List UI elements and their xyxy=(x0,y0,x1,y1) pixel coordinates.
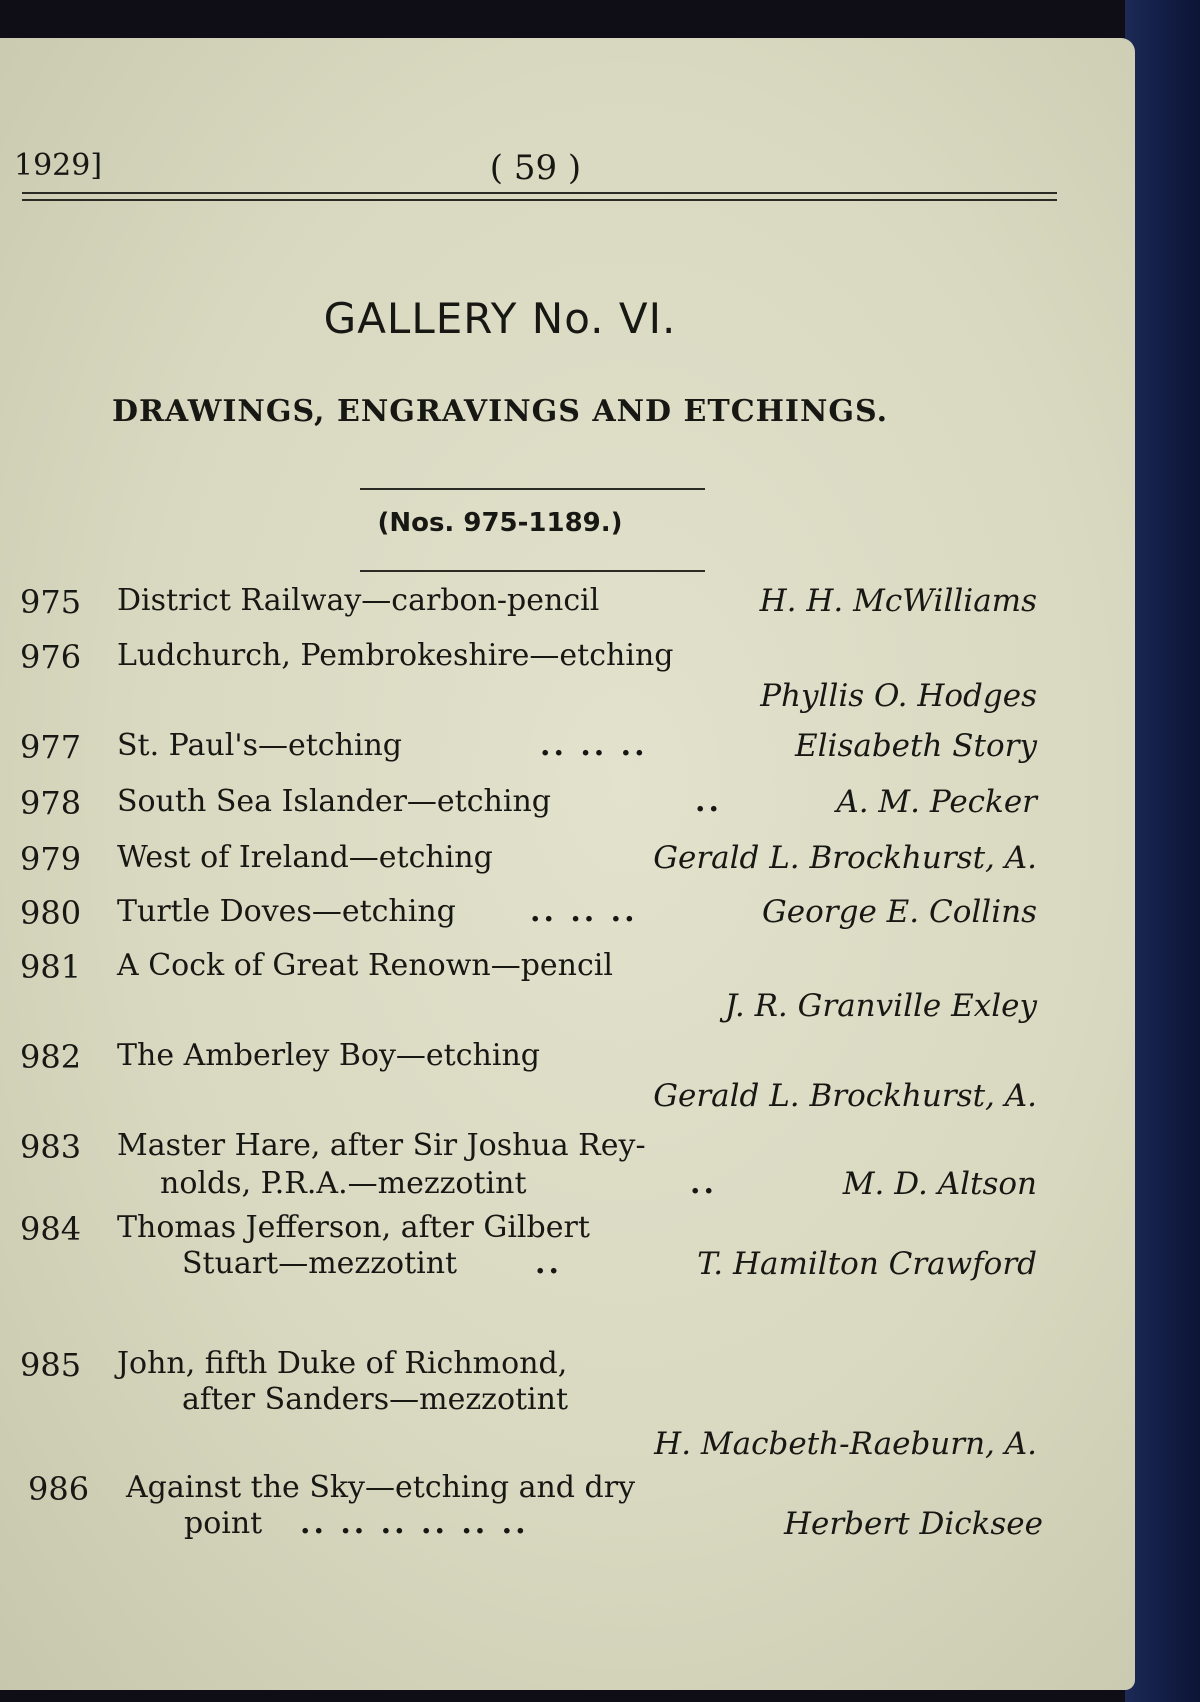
page-year: 1929] xyxy=(14,148,103,183)
entry-title: A Cock of Great Renown—pencil xyxy=(117,948,613,983)
entry-number: 979 xyxy=(20,840,82,878)
entry-artist: Gerald L. Brockhurst, A. xyxy=(653,840,1037,876)
entry-title-continued: Stuart—mezzotint xyxy=(182,1246,458,1281)
entry-title: Master Hare, after Sir Joshua Rey- xyxy=(117,1128,646,1163)
dot-leader: .. xyxy=(690,1166,717,1201)
entry-title-continued: nolds, P.R.A.—mezzotint xyxy=(160,1166,527,1201)
entry-artist: H. H. McWilliams xyxy=(759,583,1037,619)
page-number: ( 59 ) xyxy=(489,148,582,188)
entry-title: St. Paul's—etching xyxy=(117,728,403,763)
entry-number: 986 xyxy=(28,1470,90,1508)
dot-leader: .. xyxy=(695,784,722,819)
entry-artist: Gerald L. Brockhurst, A. xyxy=(653,1078,1037,1114)
entry-title: Against the Sky—etching and dry xyxy=(126,1470,636,1505)
dot-leader: .. .. .. .. .. .. xyxy=(300,1506,529,1541)
entry-number: 985 xyxy=(20,1346,82,1384)
catalogue-range: (Nos. 975-1189.) xyxy=(377,508,623,538)
entry-artist: Herbert Dicksee xyxy=(783,1506,1043,1542)
entry-number: 977 xyxy=(20,728,82,766)
dot-leader: .. xyxy=(535,1246,562,1281)
entry-number: 984 xyxy=(20,1210,82,1248)
entry-number: 983 xyxy=(20,1128,82,1166)
entry-artist: Elisabeth Story xyxy=(794,728,1037,764)
entry-number: 981 xyxy=(20,948,82,986)
entry-number: 980 xyxy=(20,894,82,932)
entry-title: Ludchurch, Pembrokeshire—etching xyxy=(117,638,674,673)
entry-title-continued: point xyxy=(184,1506,263,1541)
entry-artist: T. Hamilton Crawford xyxy=(697,1246,1037,1282)
entry-number: 975 xyxy=(20,583,82,621)
entry-title-continued: after Sanders—mezzotint xyxy=(182,1382,569,1417)
dot-leader: .. .. .. xyxy=(530,894,638,929)
entry-number: 976 xyxy=(20,638,82,676)
book-cover-edge xyxy=(1125,0,1200,1702)
entry-number: 982 xyxy=(20,1038,82,1076)
catalogue-page xyxy=(0,38,1135,1690)
entry-artist: M. D. Altson xyxy=(842,1166,1037,1202)
entry-title: West of Ireland—etching xyxy=(117,840,493,875)
entry-artist: George E. Collins xyxy=(762,894,1037,930)
dot-leader: .. .. .. xyxy=(540,728,648,763)
entry-title: The Amberley Boy—etching xyxy=(117,1038,540,1073)
entry-title: John, fifth Duke of Richmond, xyxy=(117,1346,568,1381)
entry-title: Thomas Jefferson, after Gilbert xyxy=(117,1210,590,1245)
gallery-title: GALLERY No. VI. xyxy=(323,294,677,343)
entry-title: Turtle Doves—etching xyxy=(117,894,456,929)
entry-artist: J. R. Granville Exley xyxy=(724,988,1037,1024)
entry-number: 978 xyxy=(20,784,82,822)
catalogue-list xyxy=(0,38,1135,1690)
entry-artist: H. Macbeth-Raeburn, A. xyxy=(654,1426,1037,1462)
entry-title: South Sea Islander—etching xyxy=(117,784,551,819)
entry-title: District Railway—carbon-pencil xyxy=(117,583,600,618)
entry-artist: Phyllis O. Hodges xyxy=(760,678,1037,714)
entry-artist: A. M. Pecker xyxy=(836,784,1037,820)
section-title: DRAWINGS, ENGRAVINGS AND ETCHINGS. xyxy=(111,394,889,429)
